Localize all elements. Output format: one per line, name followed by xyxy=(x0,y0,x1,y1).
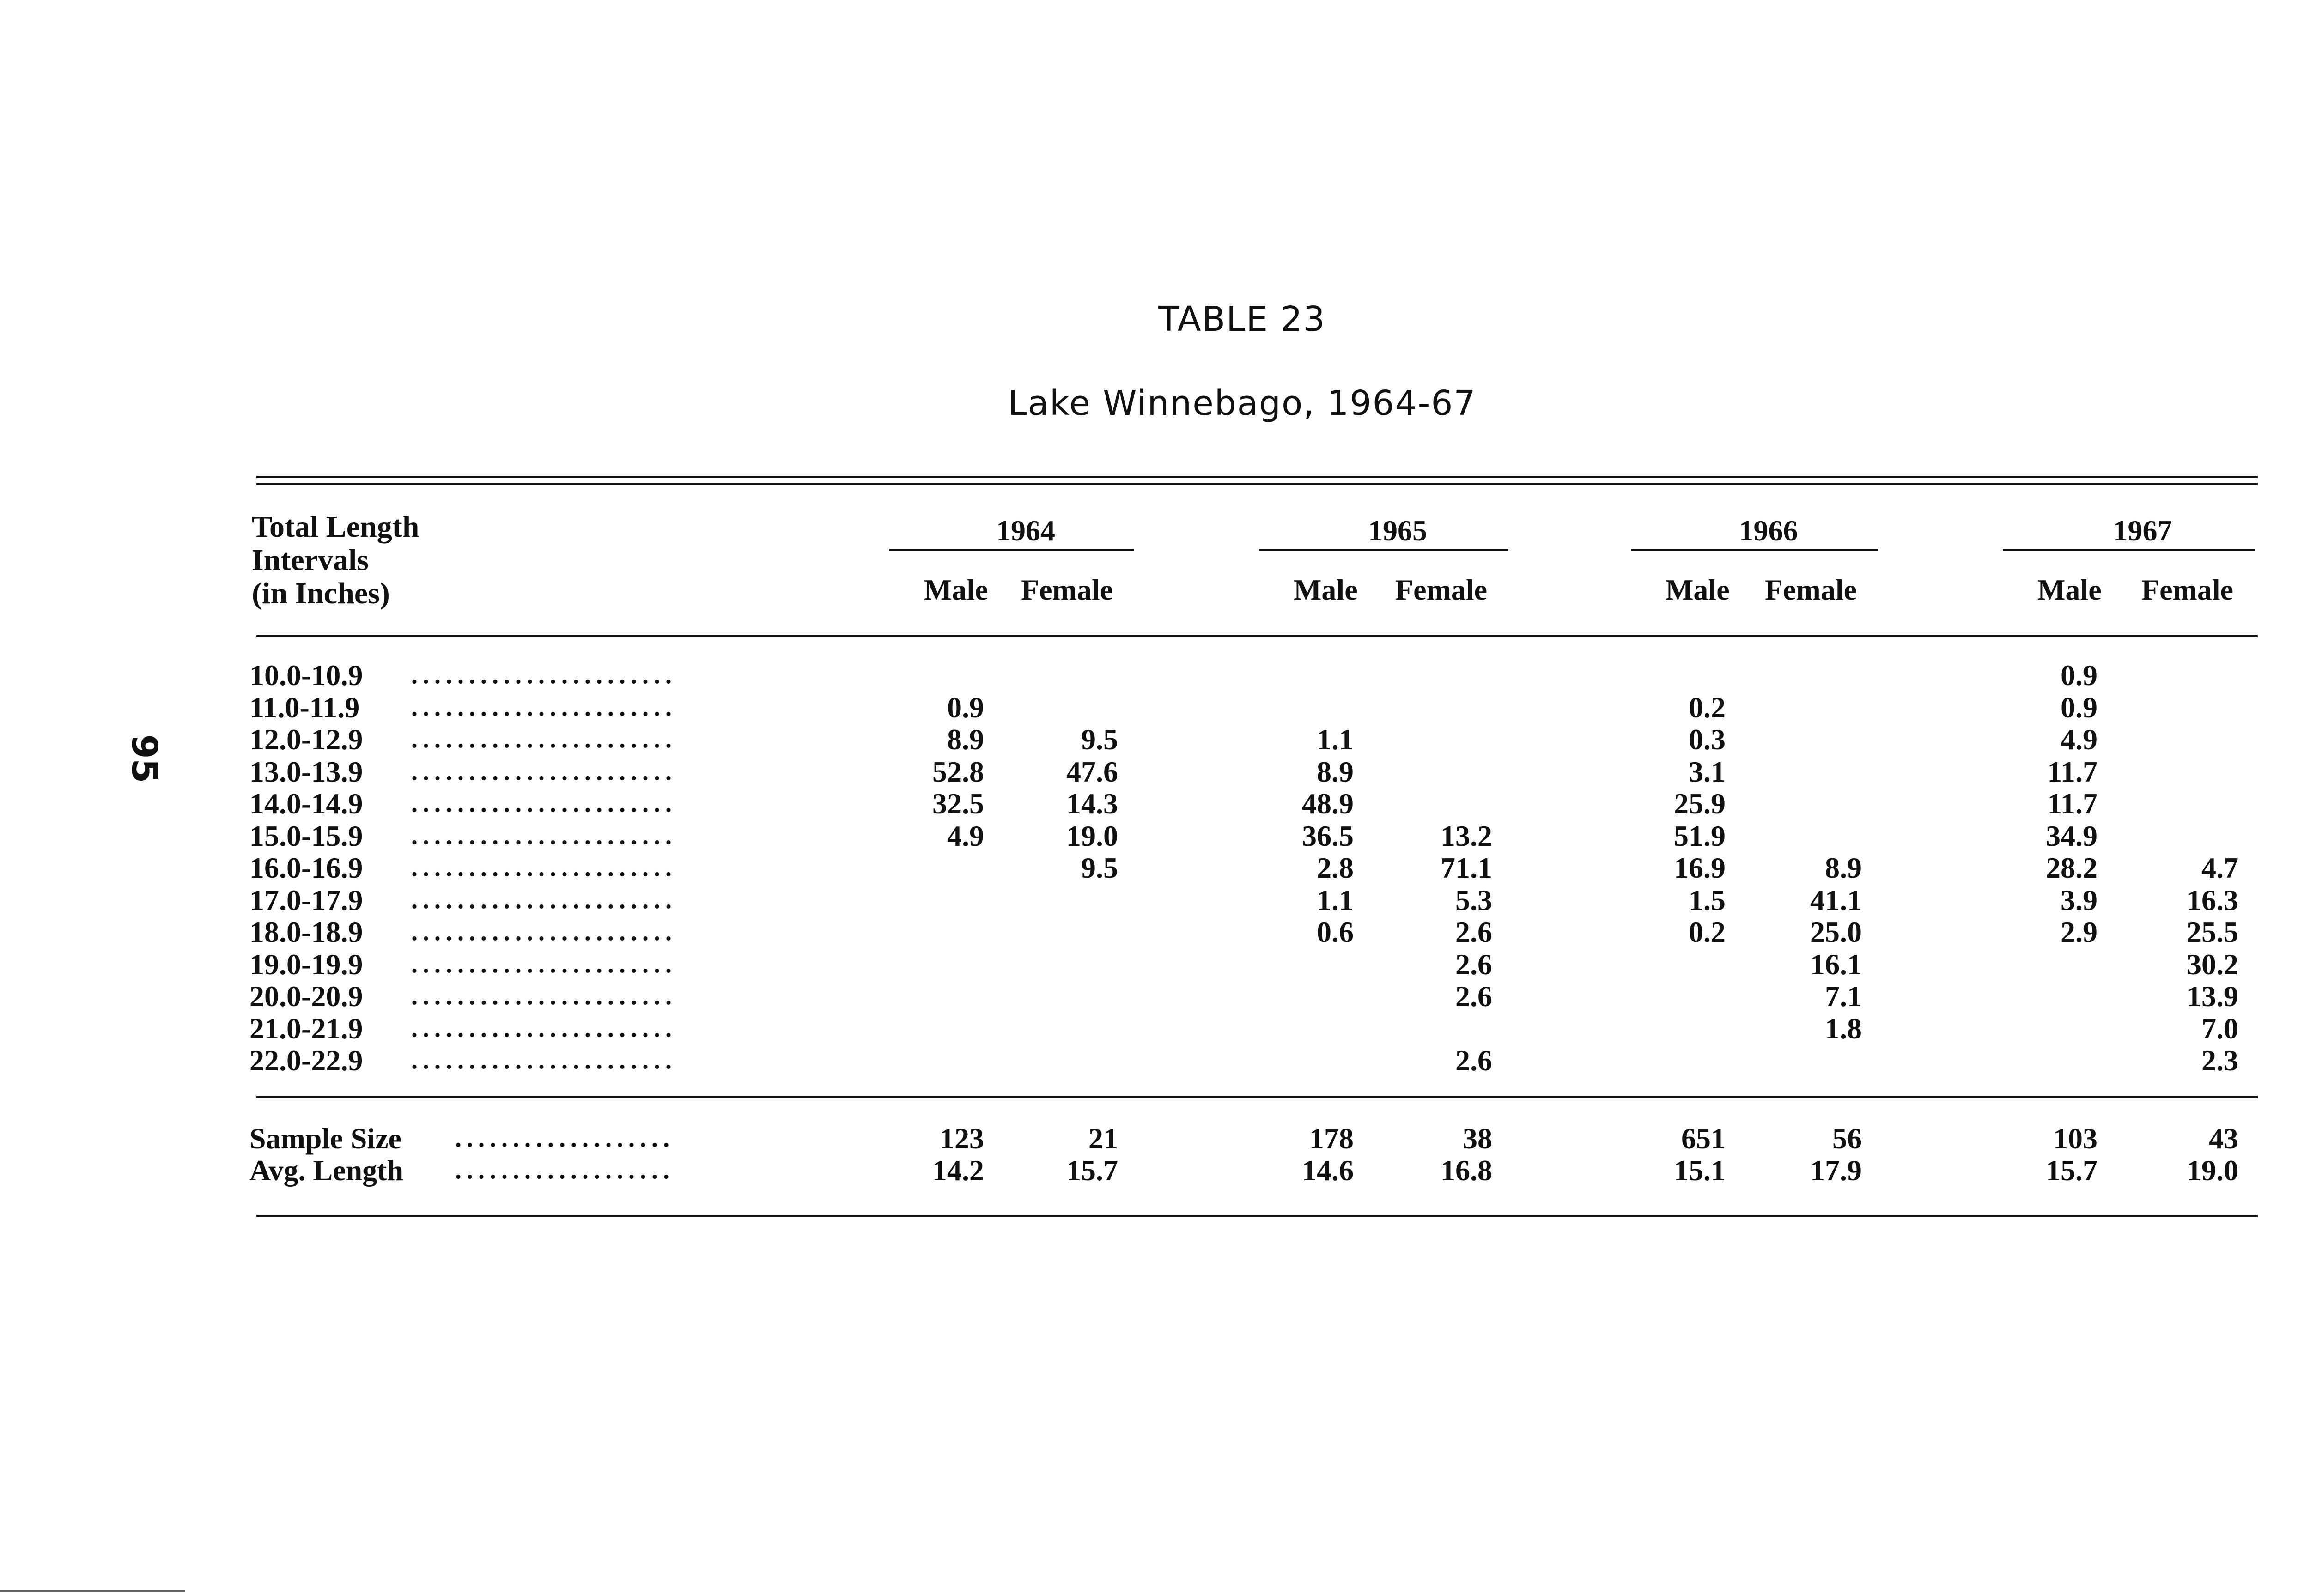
summary-cell: 103 xyxy=(2053,1122,2097,1155)
table-cell: 14.3 xyxy=(1066,787,1118,820)
sex-header-male: Male xyxy=(2037,573,2102,606)
sex-header-female: Female xyxy=(1395,573,1487,606)
sex-header-female: Female xyxy=(2141,573,2233,606)
sex-header-male: Male xyxy=(1294,573,1358,606)
summary-cell: 15.7 xyxy=(1066,1154,1118,1187)
leader-dots: ....................... xyxy=(411,917,677,946)
table-cell: 11.7 xyxy=(2047,755,2097,788)
table-cell: 1.1 xyxy=(1317,883,1354,916)
table-cell: 11.7 xyxy=(2047,787,2097,820)
length-interval-label: 16.0-16.9 xyxy=(249,851,363,884)
table-cell: 7.0 xyxy=(2201,1012,2238,1045)
sex-header-female: Female xyxy=(1765,573,1857,606)
table-subtitle: Lake Winnebago, 1964-67 xyxy=(1008,383,1477,423)
table-cell: 0.9 xyxy=(2061,691,2097,724)
table-cell: 9.5 xyxy=(1081,723,1118,756)
leader-dots: ................... xyxy=(455,1156,675,1184)
table-cell: 25.0 xyxy=(1810,916,1862,948)
leader-dots: ....................... xyxy=(411,692,677,722)
summary-cell: 43 xyxy=(2209,1122,2238,1155)
leader-dots: ....................... xyxy=(411,949,677,978)
summary-cell: 14.6 xyxy=(1302,1154,1354,1187)
table-cell: 71.1 xyxy=(1441,851,1492,884)
summary-label: Sample Size xyxy=(249,1122,401,1155)
table-cell: 41.1 xyxy=(1810,883,1862,916)
table-cell: 32.5 xyxy=(932,787,984,820)
summary-cell: 15.1 xyxy=(1674,1154,1726,1187)
length-interval-label: 19.0-19.9 xyxy=(249,947,363,981)
table-cell: 8.9 xyxy=(1825,851,1862,884)
table-cell: 25.5 xyxy=(2187,916,2238,948)
year-header: 1967 xyxy=(2113,514,2172,547)
bottom-rule xyxy=(256,1215,2258,1217)
length-interval-label: 18.0-18.9 xyxy=(249,916,363,948)
table-cell: 0.9 xyxy=(947,691,984,724)
table-cell: 34.9 xyxy=(2046,819,2097,852)
table-cell: 30.2 xyxy=(2187,947,2238,981)
table-cell: 2.8 xyxy=(1317,851,1354,884)
leader-dots: ....................... xyxy=(411,853,677,882)
length-interval-label: 14.0-14.9 xyxy=(249,787,363,820)
summary-cell: 123 xyxy=(940,1122,984,1155)
table-cell: 2.6 xyxy=(1455,916,1492,948)
table-cell: 4.9 xyxy=(2061,723,2097,756)
summary-label: Avg. Length xyxy=(249,1154,404,1187)
summary-cell: 14.2 xyxy=(932,1154,984,1187)
year-header: 1965 xyxy=(1368,514,1427,547)
year-underline xyxy=(2003,549,2255,551)
leader-dots: ....................... xyxy=(411,982,677,1010)
table-cell: 7.1 xyxy=(1825,980,1862,1013)
table-cell: 2.9 xyxy=(2061,916,2097,948)
body-rule xyxy=(256,1096,2258,1098)
table-cell: 4.9 xyxy=(947,819,984,852)
length-interval-label: 20.0-20.9 xyxy=(249,980,363,1013)
table-cell: 0.9 xyxy=(2061,659,2097,692)
table-cell: 8.9 xyxy=(1317,755,1354,788)
table-cell: 4.7 xyxy=(2201,851,2238,884)
summary-cell: 56 xyxy=(1832,1122,1862,1155)
table-cell: 0.3 xyxy=(1689,723,1726,756)
leader-dots: ....................... xyxy=(411,725,677,753)
sex-header-male: Male xyxy=(924,573,988,606)
year-underline xyxy=(1631,549,1878,551)
summary-cell: 16.8 xyxy=(1441,1154,1492,1187)
table-cell: 2.6 xyxy=(1455,1044,1492,1077)
summary-cell: 15.7 xyxy=(2046,1154,2097,1187)
table-cell: 2.6 xyxy=(1455,947,1492,981)
summary-cell: 21 xyxy=(1088,1122,1118,1155)
summary-cell: 38 xyxy=(1463,1122,1492,1155)
length-interval-label: 22.0-22.9 xyxy=(249,1044,363,1077)
table-cell: 13.9 xyxy=(2187,980,2238,1013)
table-cell: 2.3 xyxy=(2201,1044,2238,1077)
summary-cell: 17.9 xyxy=(1810,1154,1862,1187)
table-cell: 1.1 xyxy=(1317,723,1354,756)
leader-dots: ....................... xyxy=(411,1046,677,1074)
table-cell: 51.9 xyxy=(1674,819,1726,852)
header-rule xyxy=(256,635,2258,637)
length-interval-label: 21.0-21.9 xyxy=(249,1012,363,1045)
table-cell: 47.6 xyxy=(1066,755,1118,788)
year-underline xyxy=(1259,549,1508,551)
length-interval-label: 17.0-17.9 xyxy=(249,883,363,916)
leader-dots: ....................... xyxy=(411,789,677,818)
length-interval-label: 10.0-10.9 xyxy=(249,659,363,692)
table-cell: 28.2 xyxy=(2046,851,2097,884)
summary-cell: 651 xyxy=(1681,1122,1726,1155)
leader-dots: ................... xyxy=(455,1124,675,1153)
year-underline xyxy=(889,549,1134,551)
leader-dots: ....................... xyxy=(411,757,677,786)
page-number: 95 xyxy=(124,734,165,783)
leader-dots: ....................... xyxy=(411,885,677,914)
table-cell: 52.8 xyxy=(932,755,984,788)
sex-header-male: Male xyxy=(1666,573,1730,606)
table-cell: 1.5 xyxy=(1689,883,1726,916)
table-cell: 3.9 xyxy=(2061,883,2097,916)
table-cell: 25.9 xyxy=(1674,787,1726,820)
length-interval-label: 15.0-15.9 xyxy=(249,819,363,852)
summary-cell: 178 xyxy=(1309,1122,1354,1155)
scan-edge xyxy=(0,1590,185,1592)
table-cell: 19.0 xyxy=(1066,819,1118,852)
row-header-line: (in Inches) xyxy=(252,577,390,610)
leader-dots: ....................... xyxy=(411,661,677,689)
table-cell: 5.3 xyxy=(1455,883,1492,916)
year-header: 1966 xyxy=(1739,514,1798,547)
year-header: 1964 xyxy=(996,514,1055,547)
table-cell: 8.9 xyxy=(947,723,984,756)
table-cell: 16.3 xyxy=(2187,883,2238,916)
table-cell: 0.2 xyxy=(1689,691,1726,724)
table-cell: 0.2 xyxy=(1689,916,1726,948)
table-cell: 2.6 xyxy=(1455,980,1492,1013)
table-cell: 9.5 xyxy=(1081,851,1118,884)
row-header-line: Intervals xyxy=(252,543,369,577)
table-cell: 0.6 xyxy=(1317,916,1354,948)
row-header-line: Total Length xyxy=(252,510,419,544)
length-interval-label: 13.0-13.9 xyxy=(249,755,363,788)
table-cell: 1.8 xyxy=(1825,1012,1862,1045)
sex-header-female: Female xyxy=(1021,573,1113,606)
table-cell: 16.9 xyxy=(1674,851,1726,884)
table-cell: 48.9 xyxy=(1302,787,1354,820)
summary-cell: 19.0 xyxy=(2187,1154,2238,1187)
leader-dots: ....................... xyxy=(411,821,677,850)
length-interval-label: 11.0-11.9 xyxy=(249,691,360,724)
leader-dots: ....................... xyxy=(411,1013,677,1043)
length-interval-label: 12.0-12.9 xyxy=(249,723,363,756)
table-cell: 13.2 xyxy=(1441,819,1492,852)
table-cell: 3.1 xyxy=(1689,755,1726,788)
page-title: TABLE 23 xyxy=(1158,299,1326,339)
table-cell: 36.5 xyxy=(1302,819,1354,852)
table-cell: 16.1 xyxy=(1810,947,1862,981)
